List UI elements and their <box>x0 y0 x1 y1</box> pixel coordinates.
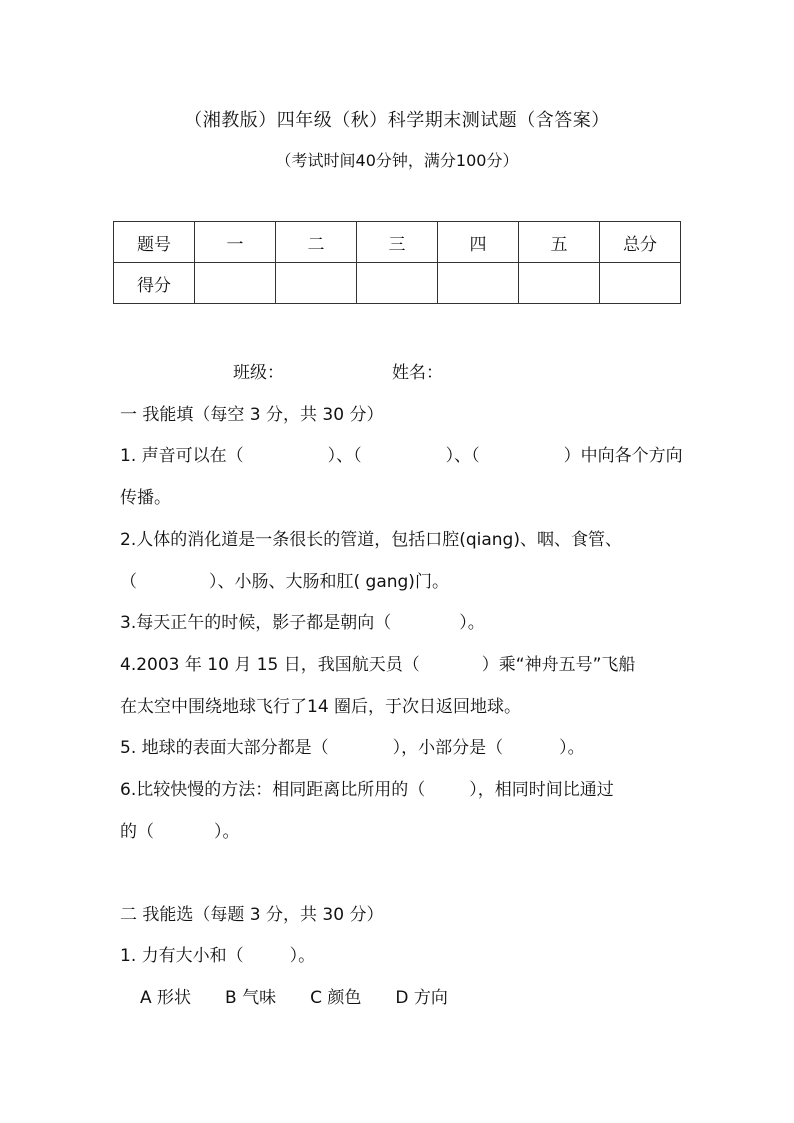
question-text: ）、（ <box>445 446 480 466</box>
score-table-cell: 总分 <box>600 222 681 263</box>
question-text: 1. 力有大小和（ <box>120 946 244 966</box>
question-text: ），相同时间比通过 <box>469 780 614 800</box>
name-label: 姓名： <box>392 363 443 383</box>
score-table-cell: 五 <box>519 222 600 263</box>
question-1-6-cont <box>120 817 240 842</box>
class-label: 班级： <box>233 363 284 383</box>
question-1-1-cont: 传播。 <box>120 488 171 508</box>
score-input-cell[interactable] <box>600 263 681 304</box>
score-table-cell: 四 <box>438 222 519 263</box>
score-table-score-row <box>114 263 681 304</box>
question-1-6 <box>120 775 614 800</box>
question-text: ）。 <box>559 738 585 758</box>
question-text: 5. 地球的表面大部分都是（ <box>120 738 329 758</box>
question-text: ）。 <box>214 822 240 842</box>
question-text: 3.每天正午的时候，影子都是朝向（ <box>120 613 392 633</box>
option-a[interactable]: A 形状 <box>140 988 192 1008</box>
question-1-2: 2.人体的消化道是一条很长的管道，包括口腔(qiang)、咽、食管、 <box>120 530 622 550</box>
option-b[interactable]: B 气味 <box>225 988 277 1008</box>
score-input-cell[interactable] <box>519 263 600 304</box>
question-2-1-options <box>140 983 482 1008</box>
question-1-4 <box>120 650 635 675</box>
section1-heading: 一 我能填（每空 3 分，共 30 分） <box>120 405 384 425</box>
question-text: ）。 <box>289 946 316 966</box>
question-1-3 <box>120 608 485 633</box>
question-text: （ <box>120 572 137 592</box>
question-text: ）乘“神舟五号”飞船 <box>481 655 636 675</box>
score-table-header-row <box>114 222 681 263</box>
page-title: （湘教版）四年级（秋）科学期末测试题（含答案） <box>184 110 610 131</box>
score-input-cell[interactable] <box>276 263 357 304</box>
option-d[interactable]: D 方向 <box>395 988 448 1008</box>
question-text: 4.2003 年 10 月 15 日，我国航天员（ <box>120 655 420 675</box>
question-text: ）、（ <box>327 446 362 466</box>
score-table-cell: 二 <box>276 222 357 263</box>
question-1-2-cont <box>120 567 449 592</box>
score-input-cell[interactable] <box>357 263 438 304</box>
question-1-5 <box>120 733 585 758</box>
question-text: 的（ <box>120 822 154 842</box>
question-text: ）。 <box>459 613 485 633</box>
question-2-1 <box>120 941 315 966</box>
section2-heading: 二 我能选（每题 3 分，共 30 分） <box>120 905 384 925</box>
score-input-cell[interactable] <box>195 263 276 304</box>
score-table <box>113 221 681 304</box>
question-1-4-cont: 在太空中围绕地球飞行了14 圈后，于次日返回地球。 <box>120 697 522 717</box>
option-c[interactable]: C 颜色 <box>310 988 362 1008</box>
score-table-cell: 一 <box>195 222 276 263</box>
question-text: ）、小肠、大肠和肛( gang)门。 <box>209 572 449 592</box>
score-table-cell: 题号 <box>114 222 195 263</box>
question-text: ），小部分是（ <box>392 738 504 758</box>
question-text: 1. 声音可以在（ <box>120 446 244 466</box>
question-text: 6.比较快慢的方法：相同距离比所用的（ <box>120 780 426 800</box>
score-table-cell: 得分 <box>114 263 195 304</box>
score-input-cell[interactable] <box>438 263 519 304</box>
question-1-1 <box>120 441 683 466</box>
question-text: ）中向各个方向 <box>563 446 683 466</box>
page-subtitle: （考试时间40分钟，满分100分） <box>275 151 519 170</box>
score-table-cell: 三 <box>357 222 438 263</box>
